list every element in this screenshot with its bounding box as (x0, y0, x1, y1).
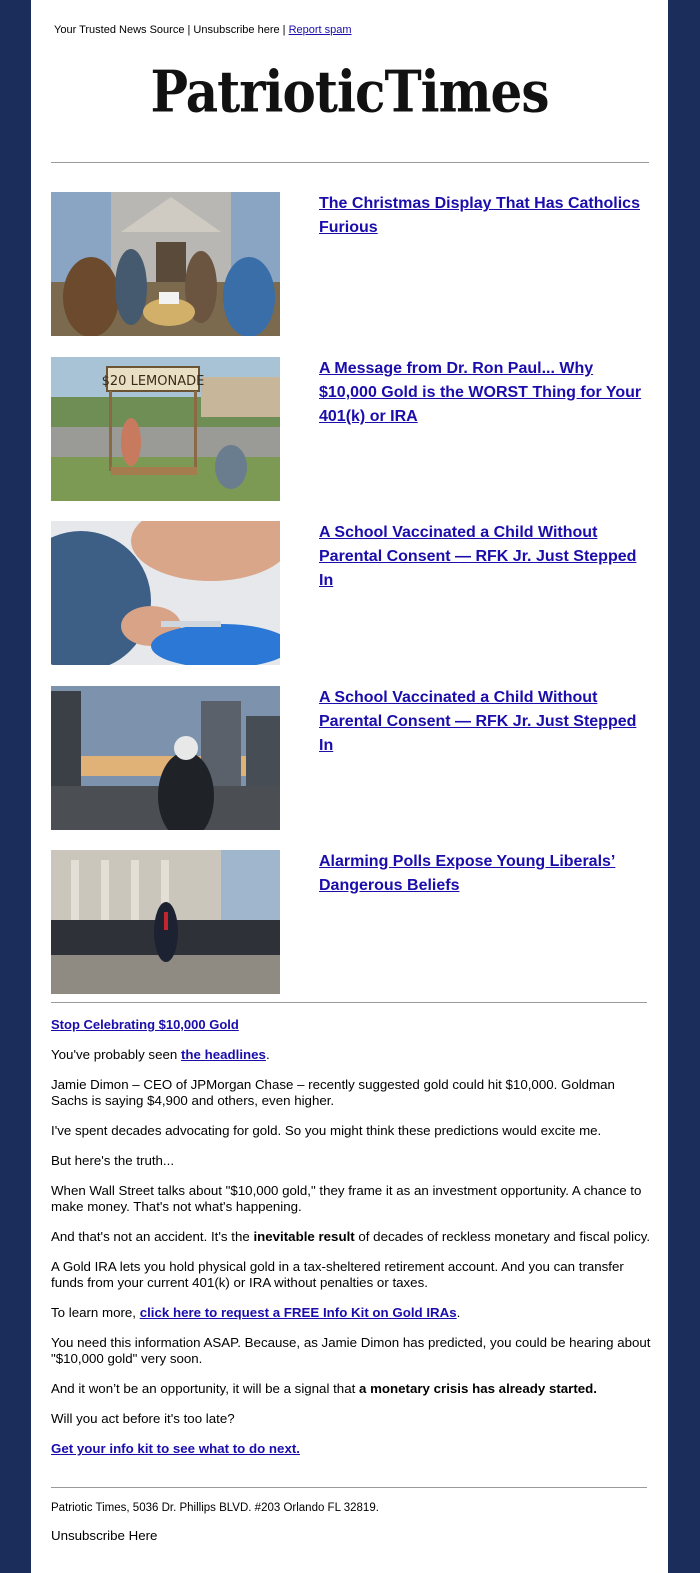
footer-unsubscribe[interactable]: Unsubscribe Here (51, 1528, 158, 1543)
headlines-link[interactable]: the headlines (180, 1047, 266, 1062)
story-item (51, 850, 651, 995)
divider (51, 1487, 647, 1488)
story-title-link[interactable]: A School Vaccinated a Child Without Parental Consent — RFK Jr. Just Stepped In (319, 689, 637, 754)
story-item (51, 192, 651, 337)
article-paragraph: Jamie Dimon – CEO of JPMorgan Chase – recently suggested gold could hit $10,000. Goldman Sachs is saying $4,900 and others, even higher. (51, 1077, 615, 1108)
article-body (51, 1017, 651, 1471)
article-paragraph: I've spent decades advocating for gold. So you might think these predictions would excite me. (51, 1123, 602, 1138)
story-item (51, 357, 651, 502)
divider (51, 1002, 647, 1003)
article-paragraph: To learn more, click here to request a FREE Info Kit on Gold IRAs. (51, 1305, 461, 1320)
divider (51, 162, 649, 163)
article-paragraph: A Gold IRA lets you hold physical gold in a tax-sheltered retirement account. And you can transfer funds from your current 401(k) or IRA without penalties or taxes. (51, 1259, 624, 1290)
lemonade-sign-text: $20 LEMONADE (101, 374, 205, 389)
nativity-scene-image[interactable] (51, 192, 280, 336)
report-spam-link[interactable]: Report spam (288, 24, 352, 36)
masthead-logo (31, 57, 668, 126)
story-title-link[interactable]: A Message from Dr. Ron Paul... Why $10,000 Gold is the WORST Thing for Your 401(k) or IRA (319, 360, 642, 425)
article-paragraph: And that's not an accident. It's the inevitable result of decades of reckless monetary and fiscal policy. (51, 1229, 651, 1244)
story-item (51, 686, 651, 831)
lemonade-stand-image[interactable] (51, 357, 280, 501)
logo-text: PatrioticTimes (150, 57, 549, 126)
top-bar-text: Your Trusted News Source | Unsubscribe here | (54, 24, 289, 36)
article-paragraph: You need this information ASAP. Because, as Jamie Dimon has predicted, you could be hearing about "$10,000 gold" very soon. (51, 1335, 651, 1366)
story-title-link[interactable]: A School Vaccinated a Child Without Parental Consent — RFK Jr. Just Stepped In (319, 524, 637, 589)
footer-address: Patriotic Times, 5036 Dr. Phillips BLVD. #203 Orlando FL 32819. (51, 1502, 379, 1514)
article-paragraph: And it won’t be an opportunity, it will be a signal that a monetary crisis has already started. (51, 1381, 597, 1396)
footer (51, 1502, 651, 1543)
story-item (51, 521, 651, 666)
article-heading-link[interactable]: Stop Celebrating $10,000 Gold (51, 1017, 239, 1032)
top-bar (54, 24, 352, 36)
story-title-link[interactable]: Alarming Polls Expose Young Liberals’ Dangerous Beliefs (319, 853, 616, 894)
article-paragraph: But here's the truth... (51, 1153, 175, 1168)
email-card (31, 0, 668, 1573)
rally-steps-image[interactable] (51, 850, 280, 994)
article-paragraph: Will you act before it's too late? (51, 1411, 235, 1426)
info-kit-link[interactable]: click here to request a FREE Info Kit on Gold IRAs (139, 1305, 457, 1320)
child-vaccination-image[interactable] (51, 521, 280, 665)
article-paragraph: You've probably seen the headlines. (51, 1047, 270, 1062)
cta-link[interactable]: Get your info kit to see what to do next. (51, 1441, 300, 1456)
article-paragraph: When Wall Street talks about "$10,000 gold," they frame it as an investment opportunity. A chance to make money. That's not what's happening. (51, 1183, 642, 1214)
story-title-link[interactable]: The Christmas Display That Has Catholics Furious (319, 195, 640, 236)
refinery-worker-image[interactable] (51, 686, 280, 830)
